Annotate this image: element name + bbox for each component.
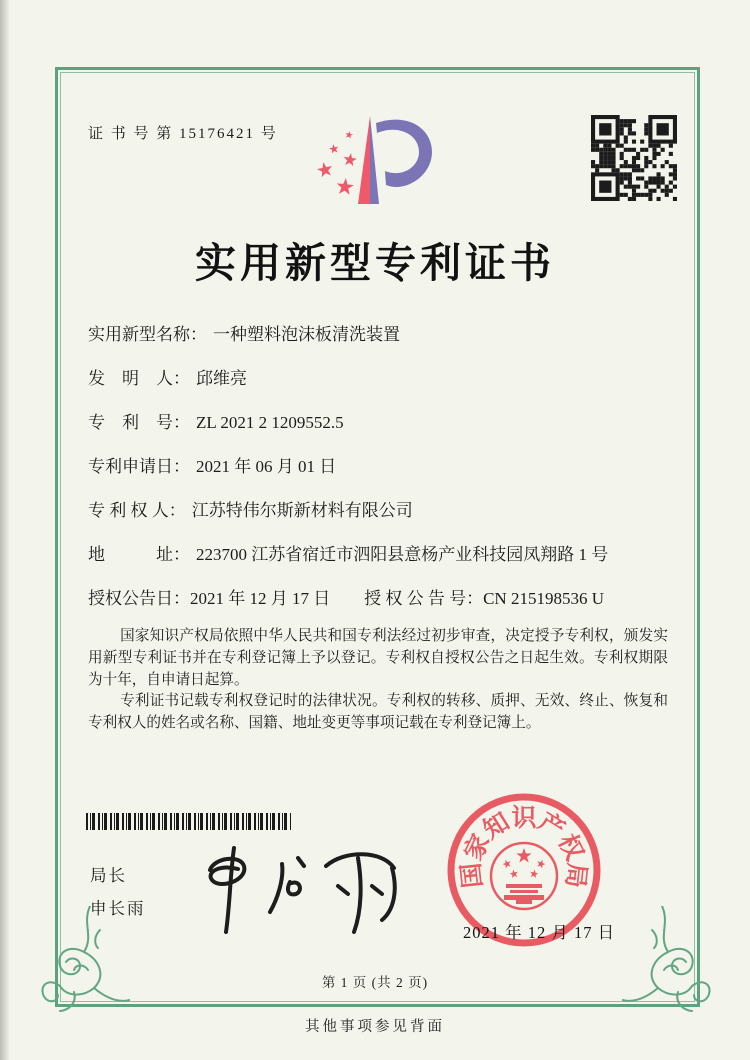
field-value: ZL 2021 2 1209552.5 [196, 413, 344, 432]
field-value: 2021 年 06 月 01 日 [196, 457, 337, 476]
field-value: 江苏特伟尔斯新材料有限公司 [191, 501, 413, 520]
grant-number-group [364, 589, 604, 608]
field-label: 发 明 人： [88, 369, 190, 388]
seal-char: 知 [478, 808, 515, 845]
field-row-grant [88, 589, 670, 608]
grant-number-value: CN 215198536 U [483, 589, 604, 608]
certificate-title: 实用新型专利证书 [195, 240, 555, 286]
field-row-filing-date [88, 457, 670, 476]
seal-char: 局 [560, 861, 590, 890]
legal-text [88, 626, 668, 735]
field-label: 专利申请日： [88, 457, 190, 476]
field-label: 专 利 权 人： [88, 501, 186, 520]
scan-edge-shadow [0, 0, 10, 1060]
seal-date: 2021 年 12 月 17 日 [463, 923, 616, 942]
legal-paragraph-2: 专利证书记载专利权登记时的法律状况。专利权的转移、质押、无效、终止、恢复和专利权人的姓名或名称、国籍、地址变更等事项记载在专利登记簿上。 [88, 693, 668, 732]
seal-char: 国 [458, 861, 488, 890]
field-row-inventor [88, 369, 670, 388]
corner-flourish-left-icon [30, 906, 130, 1014]
field-row-patentee [88, 501, 670, 520]
field-label: 专 利 号： [88, 413, 190, 432]
seal-char: 权 [552, 830, 588, 865]
national-emblem-icon [491, 843, 557, 909]
footer-note: 其他事项参见背面 [305, 1019, 445, 1035]
field-row-patent-number [88, 413, 670, 432]
page-indicator: 第 1 页 (共 2 页) [321, 975, 429, 990]
commissioner-title: 局长 [90, 866, 127, 885]
legal-paragraph-1: 国家知识产权局依照中华人民共和国专利法经过初步审查，决定授予专利权，颁发实用新型专利证书并在专利登记簿上予以登记。专利权自授权公告之日起生效。专利权期限为十年，自申请日起算。 [88, 628, 668, 688]
field-label: 实用新型名称： [88, 325, 207, 344]
grant-date-label: 授权公告日： [88, 589, 190, 608]
commissioner-name: 申长雨 [90, 899, 146, 918]
cnipa-logo-icon [300, 110, 450, 218]
field-row-name [88, 325, 670, 344]
commissioner-signature [186, 828, 410, 940]
field-value: 223700 江苏省宿迁市泗阳县意杨产业科技园凤翔路 1 号 [196, 545, 609, 564]
certificate-fields [88, 325, 670, 608]
certificate-number: 证 书 号 第 15176421 号 [88, 126, 278, 142]
qr-code [591, 115, 677, 201]
field-value: 邱维亮 [196, 369, 247, 388]
field-value: 一种塑料泡沫板清洗装置 [213, 325, 400, 344]
grant-date-value: 2021 年 12 月 17 日 [190, 589, 331, 608]
grant-number-label: 授 权 公 告 号： [364, 589, 484, 608]
seal-char: 家 [460, 830, 496, 865]
seal-char: 识 [511, 805, 537, 832]
field-row-address [88, 545, 670, 564]
corner-flourish-right-icon [622, 906, 722, 1014]
seal-char: 产 [533, 808, 570, 845]
field-label: 地 址： [88, 545, 190, 564]
